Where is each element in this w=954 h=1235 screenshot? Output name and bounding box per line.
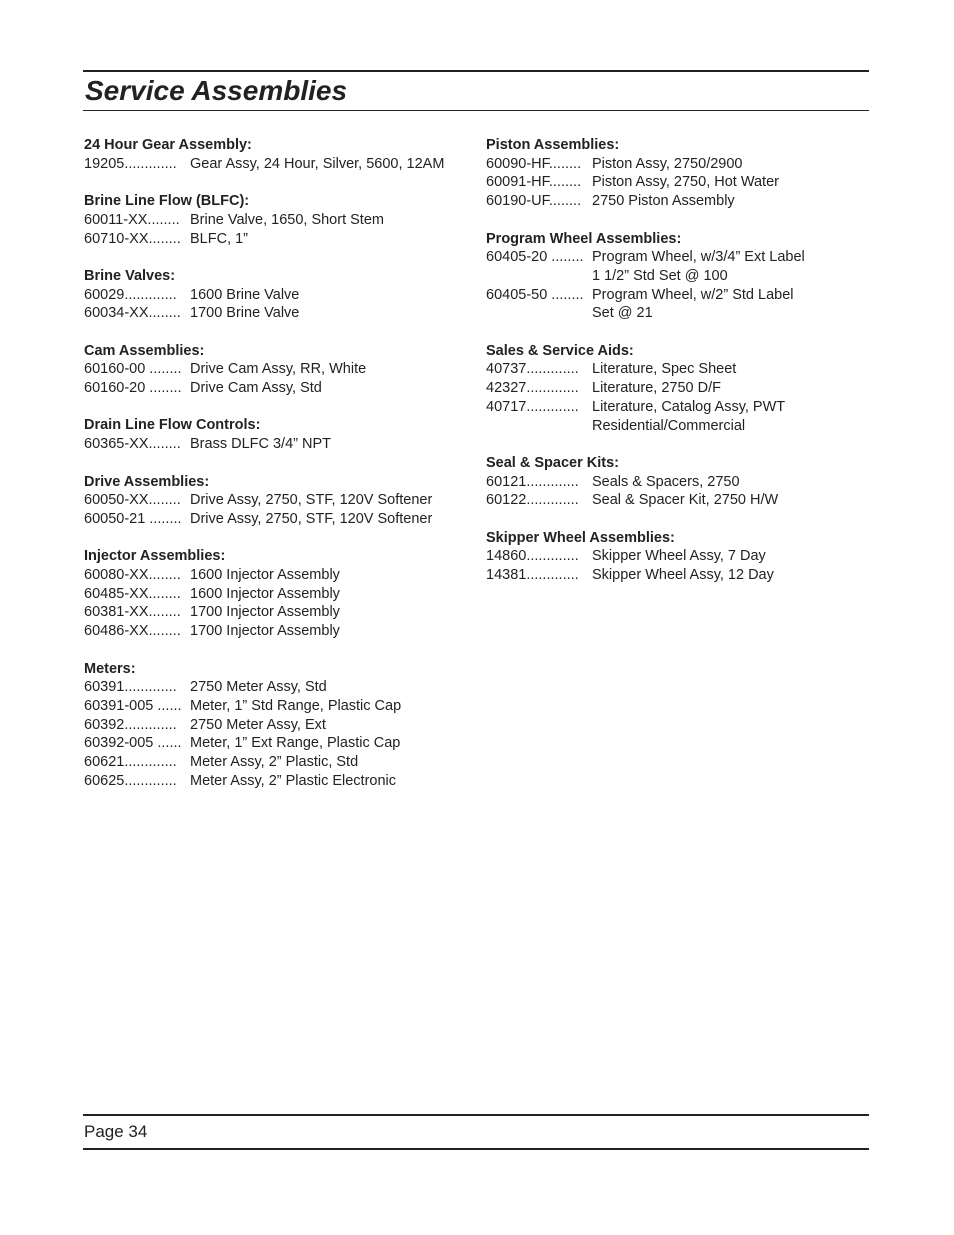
- part-number: 60034-XX........: [84, 305, 181, 322]
- description-line: Meter Assy, 2” Plastic, Std: [190, 754, 359, 771]
- part-number: 60405-50 ........: [486, 286, 584, 303]
- description-line: Literature, Spec Sheet: [592, 361, 737, 378]
- part-number: 19205.............: [84, 155, 177, 172]
- part-row: [84, 585, 474, 604]
- part-row: [84, 491, 474, 510]
- part-number: 60080-XX........: [84, 567, 181, 584]
- description-line: Drive Cam Assy, RR, White: [190, 361, 367, 378]
- part-number: 60391-005 ......: [84, 697, 182, 714]
- part-description: [592, 360, 736, 379]
- description-line: Gear Assy, 24 Hour, Silver, 5600, 12AM: [190, 155, 445, 172]
- part-row: [84, 360, 474, 379]
- part-row: [486, 473, 869, 492]
- parts-section: [84, 267, 474, 323]
- part-description: [592, 248, 805, 285]
- parts-section: [84, 342, 474, 398]
- section-title: Brine Line Flow (BLFC):: [84, 193, 250, 210]
- part-description: [190, 230, 248, 249]
- part-description: [190, 697, 401, 716]
- part-number: 60381-XX........: [84, 604, 181, 621]
- part-description: [190, 603, 340, 622]
- part-row: [486, 173, 869, 192]
- description-line: Skipper Wheel Assy, 7 Day: [592, 548, 766, 565]
- parts-section: [486, 136, 869, 211]
- part-description: [190, 435, 331, 454]
- description-line: 1600 Brine Valve: [190, 286, 300, 303]
- section-title: 24 Hour Gear Assembly:: [84, 137, 252, 153]
- description-line: Brine Valve, 1650, Short Stem: [190, 211, 384, 228]
- description-line: Meter, 1” Ext Range, Plastic Cap: [190, 735, 401, 752]
- part-description: [592, 491, 778, 510]
- parts-section: [84, 192, 474, 248]
- part-description: [190, 772, 396, 791]
- parts-section: [84, 660, 474, 791]
- part-row: [84, 286, 474, 305]
- part-description: [190, 155, 444, 174]
- part-row: [84, 211, 474, 230]
- part-number: 60392.............: [84, 716, 177, 733]
- part-description: [190, 510, 432, 529]
- part-row: [486, 379, 869, 398]
- part-number: 60486-XX........: [84, 623, 181, 640]
- header-top-rule: [83, 70, 869, 72]
- section-title: Program Wheel Assemblies:: [486, 230, 682, 247]
- part-row: [84, 753, 474, 772]
- section-title: Sales & Service Aids:: [486, 342, 634, 359]
- section-title: Skipper Wheel Assemblies:: [486, 529, 675, 546]
- part-description: [592, 379, 721, 398]
- description-line: Meter Assy, 2” Plastic Electronic: [190, 772, 397, 789]
- part-row: [84, 379, 474, 398]
- part-row: [84, 734, 474, 753]
- part-number: 40737.............: [486, 361, 579, 378]
- description-line: Drive Assy, 2750, STF, 120V Softener: [190, 492, 433, 509]
- section-title: Drain Line Flow Controls:: [84, 417, 261, 434]
- part-description: [190, 360, 366, 379]
- part-description: [190, 379, 322, 398]
- part-row: [486, 491, 869, 510]
- part-number: 60050-XX........: [84, 492, 181, 509]
- parts-section: [486, 454, 869, 510]
- part-row: [84, 716, 474, 735]
- part-description: [190, 566, 340, 585]
- description-line: 1600 Injector Assembly: [190, 567, 340, 584]
- part-description: [592, 173, 779, 192]
- part-number: 60190-UF........: [486, 193, 582, 210]
- part-description: [592, 398, 785, 435]
- part-row: [84, 603, 474, 622]
- description-line: Residential/Commercial: [592, 417, 746, 434]
- description-line: Skipper Wheel Assy, 12 Day: [592, 567, 774, 584]
- part-row: [84, 622, 474, 641]
- part-row: [84, 304, 474, 323]
- header-bottom-rule: [83, 110, 869, 111]
- description-line: Drive Cam Assy, Std: [190, 380, 322, 397]
- part-description: [190, 211, 384, 230]
- part-row: [84, 155, 474, 174]
- description-line: Seal & Spacer Kit, 2750 H/W: [592, 492, 779, 509]
- part-row: [486, 192, 869, 211]
- part-description: [190, 304, 299, 323]
- description-line: 1700 Brine Valve: [190, 305, 300, 322]
- description-line: 2750 Meter Assy, Std: [190, 679, 327, 696]
- part-number: 14381.............: [486, 567, 579, 584]
- left-column: [84, 136, 474, 809]
- description-line: 1600 Injector Assembly: [190, 585, 340, 602]
- part-description: [592, 473, 740, 492]
- parts-section: [84, 416, 474, 453]
- part-row: [84, 510, 474, 529]
- part-number: 60121.............: [486, 473, 579, 490]
- section-title: Seal & Spacer Kits:: [486, 454, 619, 471]
- part-number: 60160-20 ........: [84, 380, 182, 397]
- part-row: [84, 435, 474, 454]
- part-description: [592, 192, 735, 211]
- right-column: [486, 136, 869, 604]
- part-number: 60091-HF........: [486, 174, 582, 191]
- footer-bottom-rule: [83, 1148, 869, 1150]
- section-title: Meters:: [84, 660, 136, 677]
- part-number: 60485-XX........: [84, 585, 181, 602]
- part-description: [190, 753, 358, 772]
- part-description: [190, 585, 340, 604]
- part-row: [486, 248, 869, 285]
- part-row: [84, 678, 474, 697]
- part-description: [190, 678, 327, 697]
- part-description: [592, 566, 774, 585]
- parts-section: [486, 529, 869, 585]
- part-number: 60090-HF........: [486, 155, 582, 172]
- parts-section: [486, 342, 869, 436]
- description-line: Program Wheel, w/3/4” Ext Label: [592, 249, 805, 266]
- part-row: [486, 398, 869, 435]
- part-row: [486, 547, 869, 566]
- section-title: Brine Valves:: [84, 267, 176, 284]
- parts-section: [486, 230, 869, 324]
- description-line: Literature, Catalog Assy, PWT: [592, 398, 786, 415]
- description-line: Meter, 1” Std Range, Plastic Cap: [190, 697, 402, 714]
- description-line: 2750 Piston Assembly: [592, 193, 735, 210]
- part-number: 60011-XX........: [84, 211, 180, 228]
- part-description: [592, 286, 793, 323]
- part-number: 14860.............: [486, 548, 579, 565]
- description-line: Seals & Spacers, 2750: [592, 473, 740, 490]
- description-line: Drive Assy, 2750, STF, 120V Softener: [190, 510, 433, 527]
- part-description: [592, 547, 766, 566]
- description-line: Program Wheel, w/2” Std Label: [592, 286, 794, 303]
- part-description: [592, 155, 742, 174]
- part-number: 60122.............: [486, 492, 579, 509]
- part-row: [486, 360, 869, 379]
- section-title: Injector Assemblies:: [84, 548, 226, 565]
- parts-section: [84, 473, 474, 529]
- part-number: 60625.............: [84, 772, 177, 789]
- part-description: [190, 734, 400, 753]
- part-number: 60365-XX........: [84, 436, 181, 453]
- part-row: [84, 697, 474, 716]
- part-description: [190, 716, 326, 735]
- part-description: [190, 286, 299, 305]
- section-title: Drive Assemblies:: [84, 473, 210, 490]
- description-line: Set @ 21: [592, 305, 653, 322]
- part-row: [486, 155, 869, 174]
- part-row: [84, 566, 474, 585]
- description-line: BLFC, 1”: [190, 230, 249, 247]
- part-number: 60392-005 ......: [84, 735, 182, 752]
- parts-section: [84, 136, 474, 173]
- part-row: [486, 566, 869, 585]
- section-title: Piston Assemblies:: [486, 137, 620, 153]
- parts-section: [84, 547, 474, 641]
- part-number: 60621.............: [84, 754, 177, 771]
- part-number: 60029.............: [84, 286, 177, 303]
- part-number: 60405-20 ........: [486, 249, 584, 266]
- page-number: Page 34: [84, 1122, 148, 1141]
- description-line: Piston Assy, 2750/2900: [592, 155, 743, 172]
- part-number: 60050-21 ........: [84, 510, 182, 527]
- part-number: 60710-XX........: [84, 230, 181, 247]
- part-description: [190, 622, 340, 641]
- footer-top-rule: [83, 1114, 869, 1116]
- part-row: [84, 230, 474, 249]
- description-line: 2750 Meter Assy, Ext: [190, 716, 326, 733]
- part-row: [84, 772, 474, 791]
- section-title: Cam Assemblies:: [84, 342, 205, 359]
- part-description: [190, 491, 432, 510]
- part-number: 60391.............: [84, 679, 177, 696]
- part-number: 42327.............: [486, 380, 579, 397]
- description-line: 1700 Injector Assembly: [190, 604, 340, 621]
- part-number: 40717.............: [486, 398, 579, 415]
- description-line: 1 1/2” Std Set @ 100: [592, 267, 728, 284]
- description-line: Literature, 2750 D/F: [592, 380, 721, 397]
- part-number: 60160-00 ........: [84, 361, 182, 378]
- description-line: Brass DLFC 3/4” NPT: [190, 436, 331, 453]
- description-line: Piston Assy, 2750, Hot Water: [592, 174, 779, 191]
- description-line: 1700 Injector Assembly: [190, 623, 340, 640]
- part-row: [486, 286, 869, 323]
- page-title: Service Assemblies: [85, 75, 348, 106]
